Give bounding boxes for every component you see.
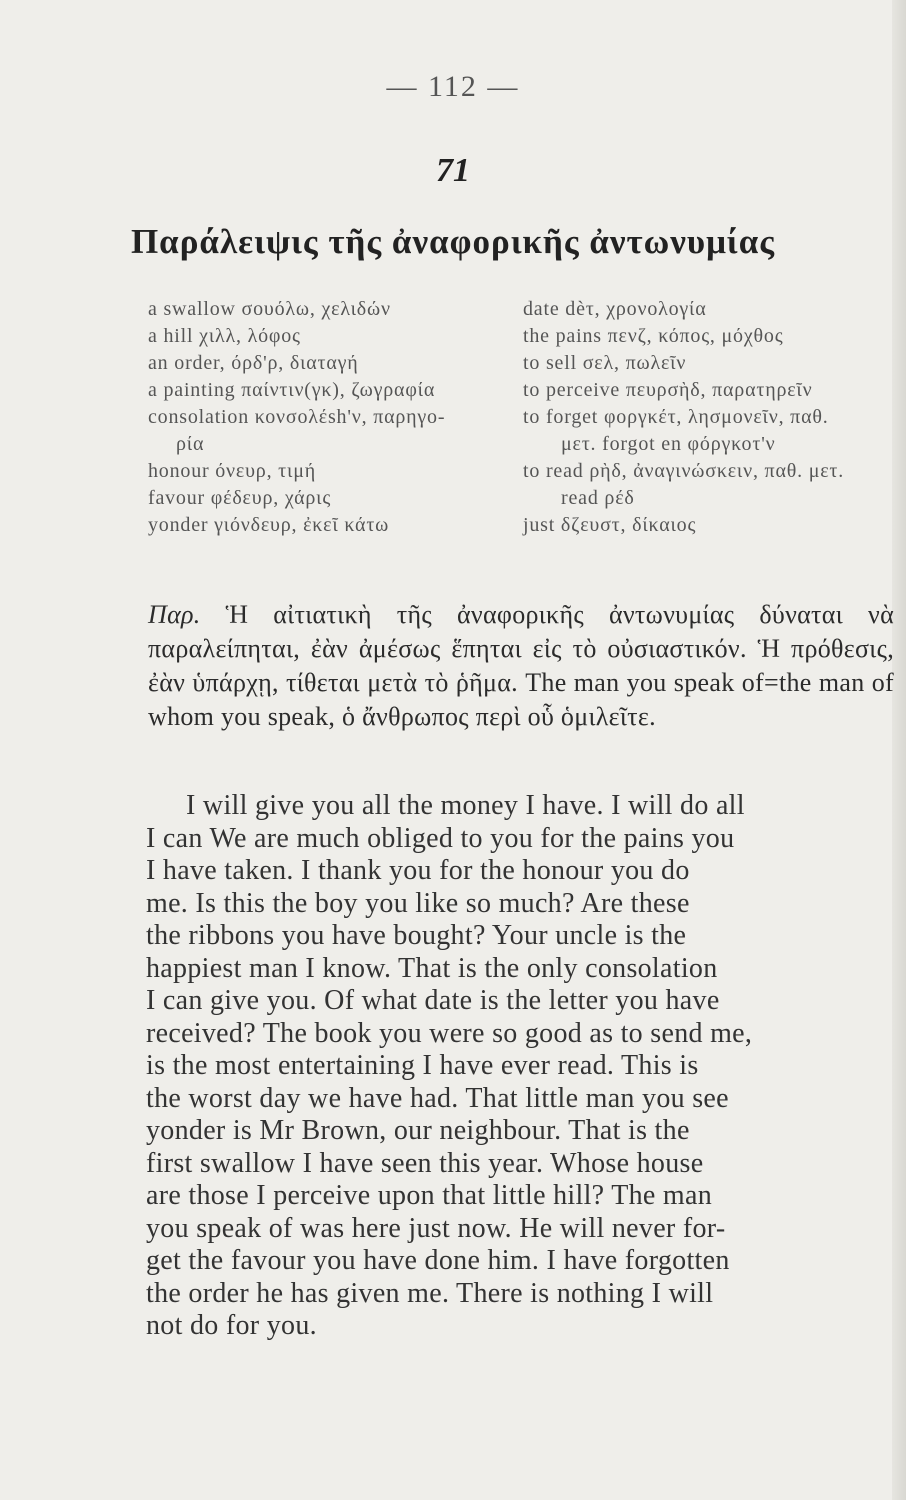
exercise-line: you speak of was here just now. He will never for- [146, 1212, 726, 1244]
exercise-line: I have taken. I thank you for the honour you do [146, 855, 690, 886]
vocab-entry: honour όνευρ, τιμή [148, 460, 316, 482]
vocab-entry-continuation: read ρέδ [561, 487, 635, 509]
vocab-entry: date dèτ, χρονολογία [523, 298, 707, 320]
vocab-entry: an order, όρδ'ρ, διαταγή [148, 352, 359, 374]
vocab-entry: to perceive πευρσὴδ, παρατηρεῖν [523, 379, 813, 401]
lesson-title: Παράλειψις τῆς ἀναφορικῆς ἀντωνυμίας [130, 222, 776, 261]
vocab-entry: yonder γιόνδευρ, ἐκεῖ κάτω [148, 514, 390, 536]
vocab-entry: to sell σελ, πωλεῖν [523, 352, 687, 374]
vocab-entry: to forget φοργκέτ, λησμονεῖν, παθ. [523, 406, 829, 428]
vocab-entry: a swallow σουόλω, χελιδών [148, 298, 391, 320]
vocabulary-left-column [148, 296, 508, 539]
exercise-line: not do for you. [146, 1310, 317, 1341]
vocab-entry: a painting παίντιν(γκ), ζωγραφία [148, 379, 436, 401]
grammar-note [148, 598, 894, 734]
page-number: — 112 — [386, 70, 520, 103]
exercise-line: me. Is this the boy you like so much? Are these [146, 887, 690, 919]
vocabulary-right-column [523, 296, 883, 539]
exercise-line: first swallow I have seen this year. Whose house [146, 1147, 704, 1179]
exercise-line: get the favour you have done him. I have forgotten [146, 1245, 730, 1276]
exercise-line: received? The book you were so good as to send me, [146, 1017, 753, 1049]
exercise-line: yonder is Mr Brown, our neighbour. That is the [146, 1115, 690, 1146]
vocab-entry: just δζευστ, δίκαιος [523, 514, 697, 536]
vocab-entry: consolation κονσολέsh'ν, παρηγο- [148, 406, 446, 428]
vocab-entry: to read ρὴδ, ἀναγινώσκειν, παθ. μετ. [523, 460, 845, 482]
lesson-number: 71 [436, 152, 470, 189]
vocab-entry-continuation: μετ. forgot en φόργκοτ'ν [561, 433, 776, 455]
exercise-line: the order he has given me. There is nothing I will [146, 1277, 714, 1309]
vocab-entry: the pains πενζ, κόπος, μόχθος [523, 325, 784, 347]
exercise-line: the ribbons you have bought? Your uncle is the [146, 920, 687, 951]
exercise-line: the worst day we have had. That little man you see [146, 1082, 729, 1114]
exercise-line: is the most entertaining I have ever read. This is [146, 1050, 699, 1081]
exercise-line: are those I perceive upon that little hill? The man [146, 1180, 713, 1211]
vocab-entry: a hill χιλλ, λόφος [148, 325, 301, 347]
exercise-paragraph [146, 790, 896, 1343]
note-text: Ἡ αἰτιατικὴ τῆς ἀναφορικῆς ἀντωνυμίας δύναται νὰ παραλείπηται, ἐὰν ἀμέσως ἕπηται εἰς τὸ οὐσιαστικόν. Ἡ πρόθεσις, ἐὰν ὑπάρχῃ, τίθεται μετὰ τὸ ῥῆμα. The man you speak of=the man of whom you speak, ὁ ἄνθρωπος περὶ οὗ ὁμιλεῖτε. [148, 600, 894, 731]
exercise-line: I can We are much obliged to you for the pains you [146, 822, 735, 854]
exercise-line: I can give you. Of what date is the letter you have [146, 985, 720, 1016]
exercise-line: I will give you all the money I have. I will do all [186, 790, 745, 821]
vocab-entry: favour φέδευρ, χάρις [148, 487, 332, 509]
exercise-line: happiest man I know. That is the only consolation [146, 952, 718, 984]
note-label: Παρ. [148, 600, 201, 629]
vocab-entry-continuation: ρία [176, 433, 205, 455]
